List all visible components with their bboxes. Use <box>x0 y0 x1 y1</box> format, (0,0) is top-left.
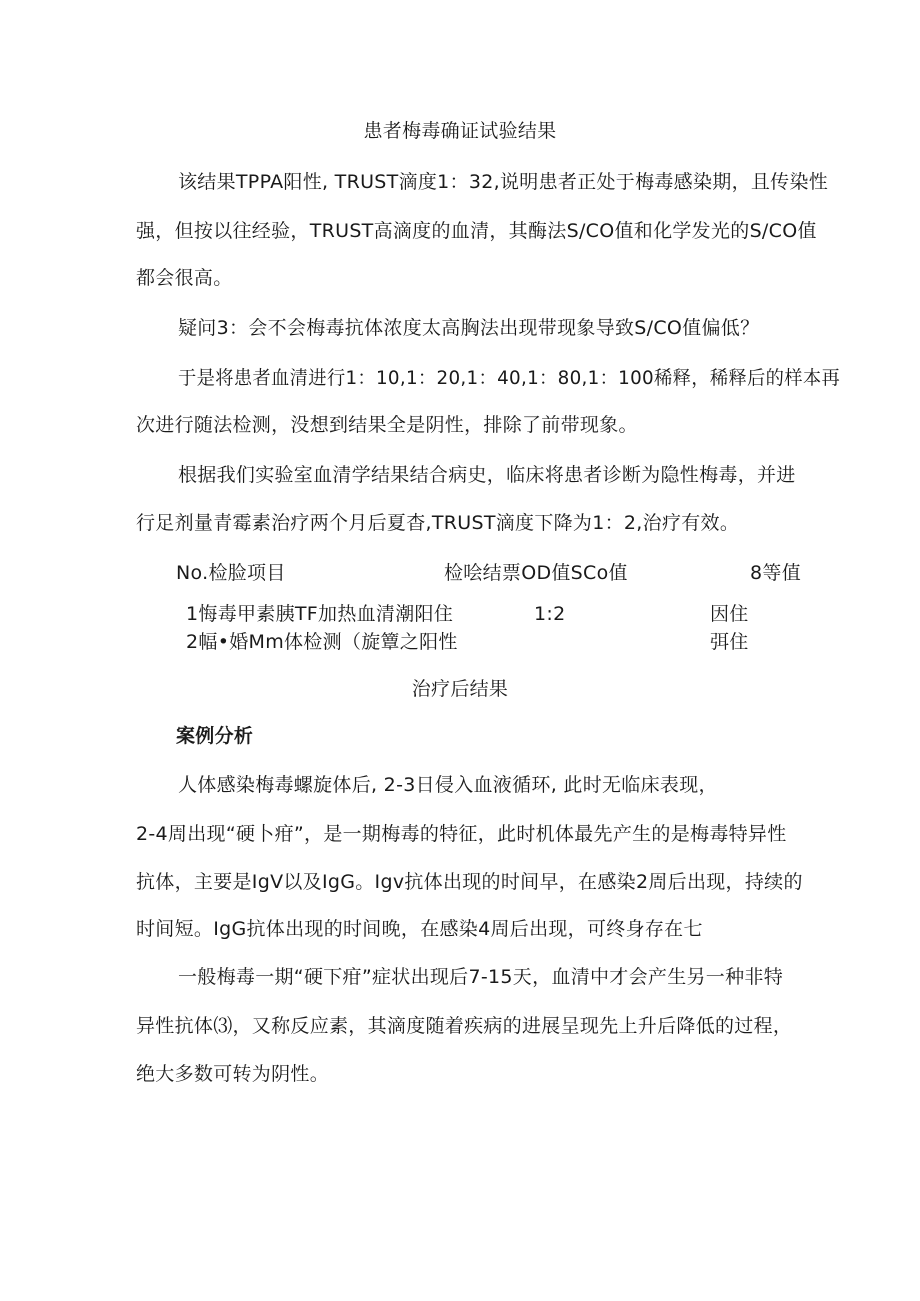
table-cell-item: 1悔毒甲素胰TF加热血清潮阳住 <box>186 603 454 625</box>
table-header-grade: 8等值 <box>750 562 801 584</box>
table-cell-grade: 因住 <box>710 603 749 625</box>
section-paragraph-2-line-2: 抗体，主要是IgV以及IgG。Igv抗体出现的时间早，在感染2周后出现，持续的 <box>136 871 803 893</box>
table-cell-value: 1:2 <box>534 603 566 625</box>
paragraph-3-line-2: 次进行随法检测，没想到结果全是阴性，排除了前带现象。 <box>136 414 638 436</box>
section-paragraph-3-line-3: 绝大多数可转为阴性。 <box>136 1063 330 1085</box>
paragraph-1-line-3: 都会很高。 <box>136 267 233 289</box>
paragraph-1-line-1: 该结果TPPA阳性, TRUST滴度1：32,说明患者正处于梅毒感染期，且传染性 <box>178 171 829 193</box>
section-paragraph-2-line-1: 2-4周出现“硬卜疳”，是一期梅毒的特征，此时机体最先产生的是梅毒特异性 <box>136 823 787 845</box>
paragraph-1-line-2: 强，但按以往经验，TRUST高滴度的血清，其酶法S/CO值和化学发光的S/CO值 <box>136 220 817 242</box>
paragraph-4-line-1: 根据我们实验室血清学结果结合病史，临床将患者诊断为隐性梅毒，并进 <box>178 464 796 486</box>
paragraph-2-line-1: 疑问3：会不会梅毒抗体浓度太高胸法出现带现象导致S/CO值偏低？ <box>178 317 760 339</box>
section-paragraph-2-line-3: 时间短。IgG抗体出现的时间晚，在感染4周后出现，可终身存在七 <box>136 918 703 940</box>
section-paragraph-3-line-2: 异性抗体⑶，又称反应素，其滴度随着疾病的进展呈现先上升后降低的过程， <box>136 1015 793 1037</box>
table-cell-grade: 弭住 <box>710 631 749 653</box>
table-caption: 治疗后结果 <box>411 678 509 700</box>
section-paragraph-1-line-1: 人体感染梅毒螺旋体后, 2-3日侵入血液循环, 此时无临床表现， <box>178 774 718 796</box>
paragraph-3-line-1: 于是将患者血清进行1：10,1：20,1：40,1：80,1：100稀释，稀释后的样本再 <box>178 367 841 389</box>
section-paragraph-3-line-1: 一般梅毒一期“硬下疳”症状出现后7-15天，血清中才会产生另一种非特 <box>178 966 784 988</box>
table-cell-item: 2幅•婚Mm体检测（旋簟之阳性 <box>186 631 458 653</box>
table-header-result: 检哙结票OD值SCo值 <box>444 562 628 584</box>
table-header-item: No.检脸项目 <box>176 562 286 584</box>
paragraph-4-line-2: 行足剂量青霉素治疗两个月后夏杳,TRUST滴度下降为1：2,治疗有效。 <box>136 512 740 534</box>
page-title: 患者梅毒确证试验结果 <box>363 120 557 142</box>
section-heading: 案例分析 <box>176 725 254 747</box>
